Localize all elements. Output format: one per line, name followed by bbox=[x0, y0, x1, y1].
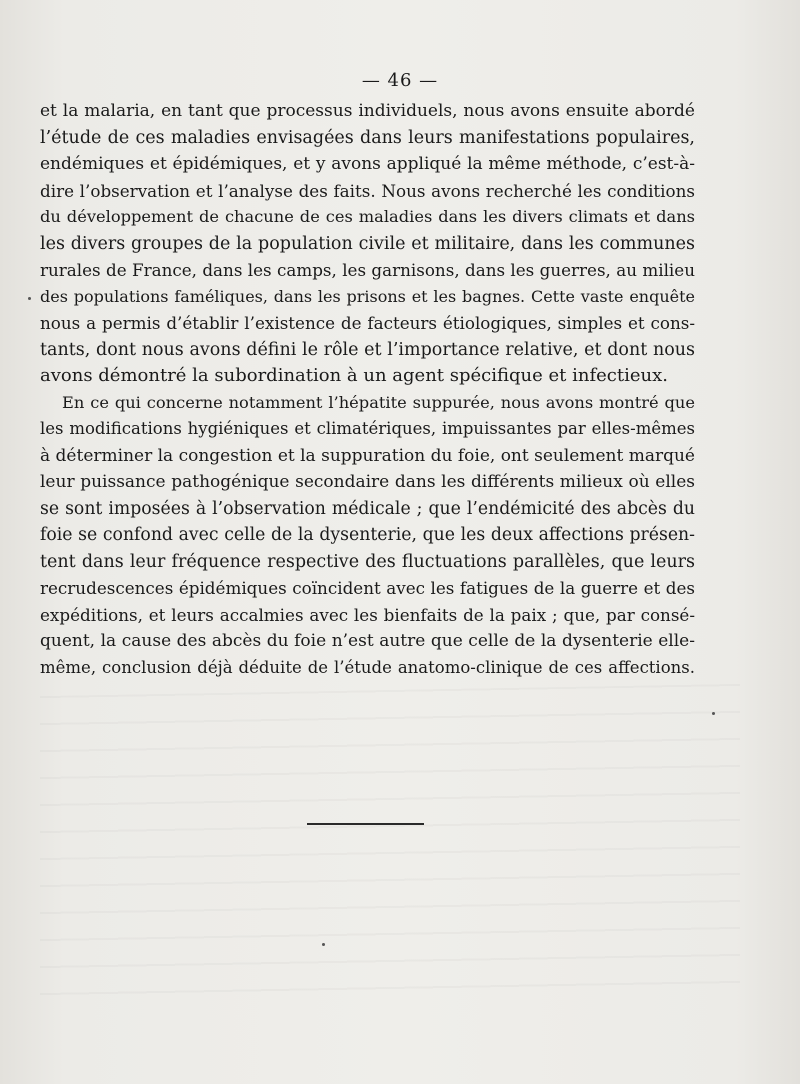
paper-speck bbox=[322, 943, 325, 946]
paragraph-2-line: quent, la cause des abcès du foie n’est autre que celle de la dysenterie elle- bbox=[40, 631, 695, 651]
paragraph-1-line: avons démontré la subordination à un agent spécifique et infectieux. bbox=[40, 365, 668, 386]
paragraph-2-line: les modifications hygiéniques et climatériques, impuissantes par elles-mêmes bbox=[40, 419, 695, 438]
paragraph-2-line: à déterminer la congestion et la suppuration du foie, ont seulement marqué bbox=[40, 445, 695, 466]
paragraph-2-line: expéditions, et leurs accalmies avec les bienfaits de la paix ; que, par consé- bbox=[40, 604, 695, 625]
body-text bbox=[40, 98, 695, 681]
show-through-bleed bbox=[40, 684, 740, 996]
paragraph-2-line: leur puissance pathogénique secondaire dans les différents milieux où elles bbox=[40, 472, 695, 492]
paragraph-1-line: rurales de France, dans les camps, les garnisons, dans les guerres, au milieu bbox=[40, 260, 695, 280]
paragraph-2-line: même, conclusion déjà déduite de l’étude anatomo-clinique de ces affections. bbox=[40, 657, 695, 677]
paragraph-1-line: du développement de chacune de ces maladies dans les divers climats et dans bbox=[40, 207, 695, 226]
paragraph-2-line: se sont imposées à l’observation médicale ; que l’endémicité des abcès du bbox=[40, 498, 695, 519]
paragraph-2-line: En ce qui concerne notamment l’hépatite suppurée, nous avons montré que bbox=[62, 392, 695, 412]
paragraph-1-line: nous a permis d’établir l’existence de facteurs étiologiques, simples et cons- bbox=[40, 313, 695, 333]
paragraph-1-line: dire l’observation et l’analyse des faits. Nous avons recherché les conditions bbox=[40, 180, 695, 201]
section-divider bbox=[307, 823, 424, 825]
paragraph-1-line: les divers groupes de la population civile et militaire, dans les communes bbox=[40, 233, 695, 254]
paragraph-1-line: tants, dont nous avons défini le rôle et l’importance relative, et dont nous bbox=[40, 339, 695, 360]
paragraph-1-line: des populations faméliques, dans les prisons et les bagnes. Cette vaste enquête bbox=[40, 286, 695, 306]
paragraph-2-line: recrudescences épidémiques coïncident avec les fatigues de la guerre et des bbox=[40, 578, 695, 598]
paper-speck bbox=[28, 297, 31, 300]
paragraph-1-line: l’étude de ces maladies envisagées dans leurs manifestations populaires, bbox=[40, 127, 695, 148]
paragraph-2-line: tent dans leur fréquence respective des fluctuations parallèles, que leurs bbox=[40, 551, 695, 572]
paragraph-1-line: endémiques et épidémiques, et y avons appliqué la même méthode, c’est-à- bbox=[40, 154, 695, 174]
page-number: — 46 — bbox=[361, 70, 439, 91]
paragraph-2-line: foie se confond avec celle de la dysenterie, que les deux affections présen- bbox=[40, 525, 695, 545]
paragraph-1-line: et la malaria, en tant que processus individuels, nous avons ensuite abordé bbox=[40, 101, 695, 121]
paper-speck bbox=[712, 712, 715, 715]
